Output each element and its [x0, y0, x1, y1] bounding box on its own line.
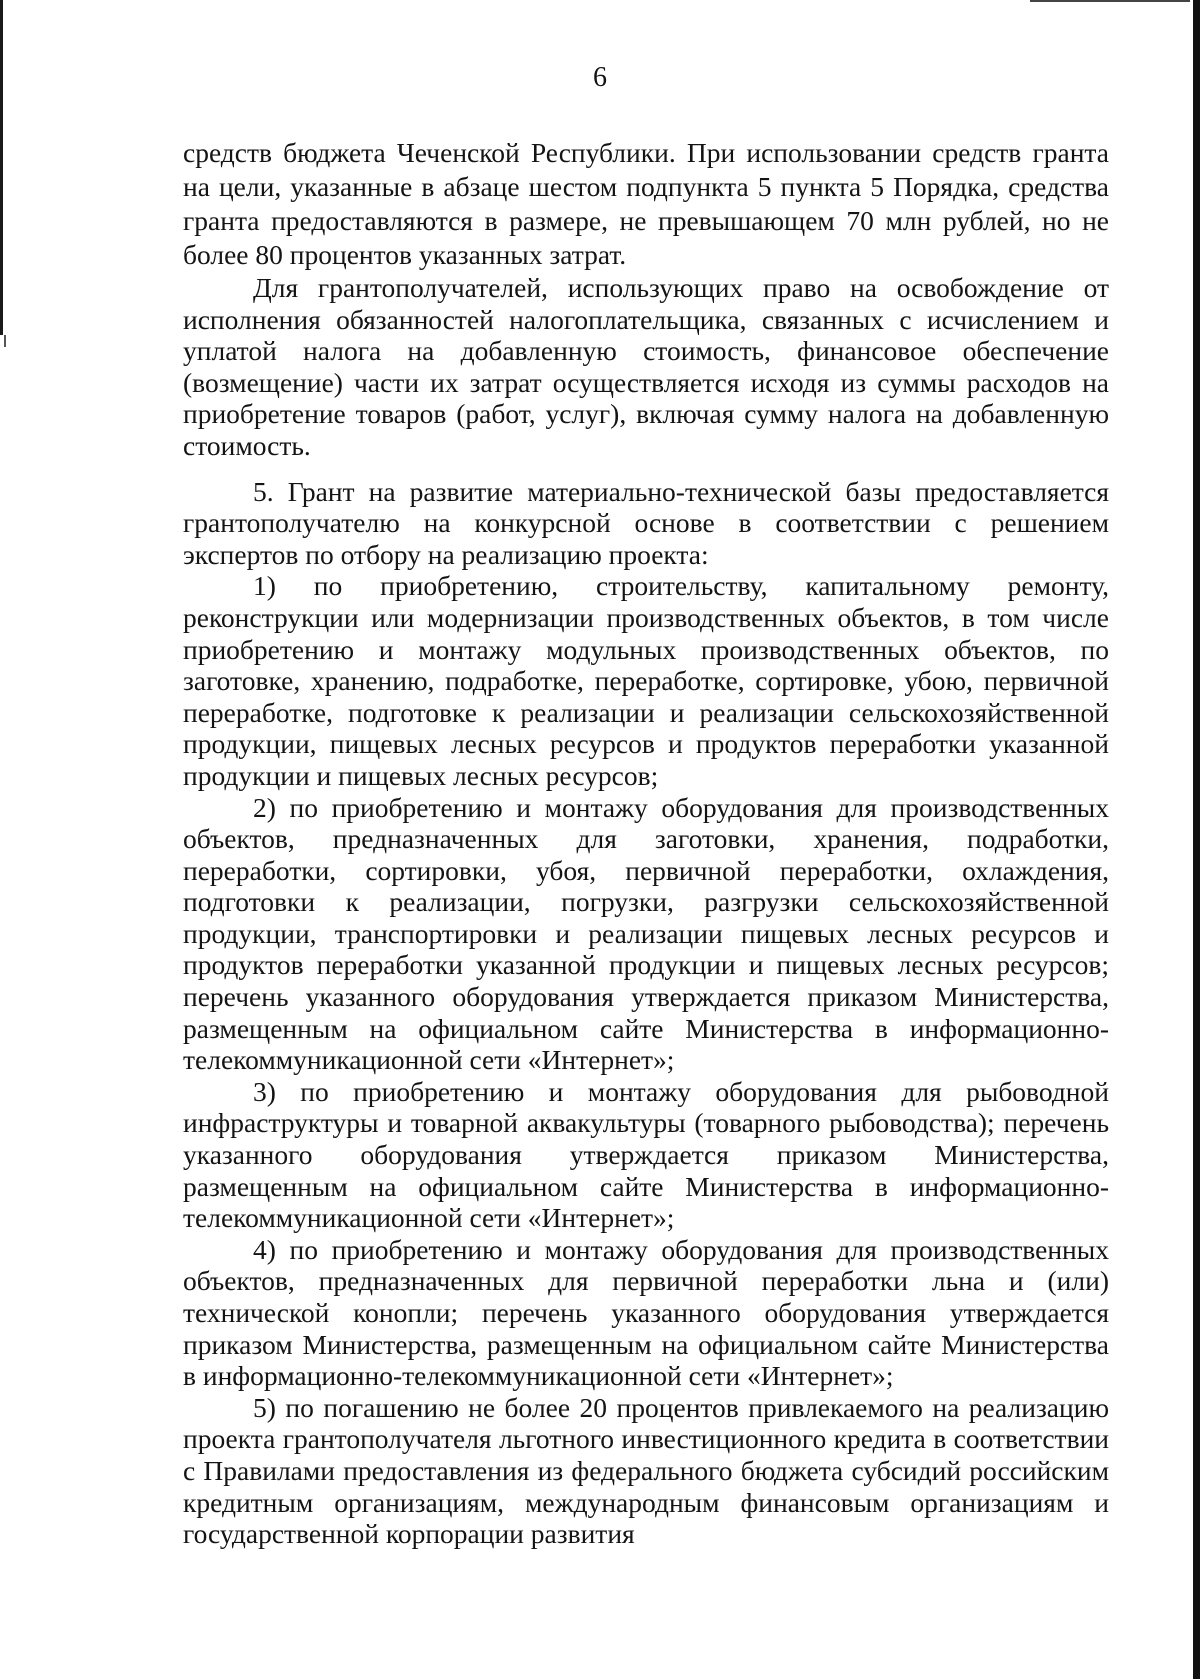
paragraph-vat-exemption: Для грантополучателей, использующих право на освобождение от исполнения обязанностей налогоплательщика, связанных с исчислением и уплатой налога на добавленную стоимость, финансовое обеспечение (возмещение) части их затрат осуществляется исходя из суммы расходов на приобретение товаров (работ, услуг), включая сумму налога на добавленную стоимость. — [183, 272, 1109, 461]
list-item-2: 2) по приобретению и монтажу оборудования для производственных объектов, предназначенных для заготовки, хранения, подработки, переработки, сортировки, убоя, первичной переработки, охлаждения, подготовки к реализации, погрузки, разгрузки сельскохозяйственной продукции, транспортировки и реализации пищевых лесных ресурсов и продуктов переработки указанной продукции и пищевых лесных ресурсов; перечень указанного оборудования утверждается приказом Министерства, размещенным на официальном сайте Министерства в информационно-телекоммуникационной сети «Интернет»; — [183, 791, 1109, 1076]
paragraph-clause-5: 5. Грант на развитие материально-технической базы предоставляется грантополучателю на конкурсной основе в соответствии с решением экспертов по отбору на реализацию проекта: — [183, 475, 1109, 570]
list-item-3: 3) по приобретению и монтажу оборудования для рыбоводной инфраструктуры и товарной аквакультуры (товарного рыбоводства); перечень указанного оборудования утверждается приказом Министерства, размещенным на официальном сайте Министерства в информационно-телекоммуникационной сети «Интернет»; — [183, 1075, 1109, 1234]
document-body — [183, 136, 1109, 1550]
list-item-1: 1) по приобретению, строительству, капитальному ремонту, реконструкции или модернизации производственных объектов, в том числе приобретению и монтажу модульных производственных объектов, по заготовке, хранению, подработке, переработке, сортировке, убою, первичной переработке, подготовке к реализации и реализации сельскохозяйственной продукции, пищевых лесных ресурсов и продуктов переработки указанной продукции и пищевых лесных ресурсов; — [183, 570, 1109, 791]
scan-border-left — [0, 0, 3, 335]
list-item-5: 5) по погашению не более 20 процентов привлекаемого на реализацию проекта грантополучателя льготного инвестиционного кредита в соответствии с Правилами предоставления из федерального бюджета субсидий российским кредитным организациям, международным финансовым организациям и государственной корпорации развития — [183, 1391, 1109, 1550]
list-item-4: 4) по приобретению и монтажу оборудования для производственных объектов, предназначенных для первичной переработки льна и (или) технической конопли; перечень указанного оборудования утверждается приказом Министерства, размещенным на официальном сайте Министерства в информационно-телекоммуникационной сети «Интернет»; — [183, 1233, 1109, 1392]
scan-border-top — [1030, 0, 1190, 2]
paragraph-grant-funds-continuation: средств бюджета Чеченской Республики. При использовании средств гранта на цели, указанные в абзаце шестом подпункта 5 пункта 5 Порядка, средства гранта предоставляются в размере, не превышающем 70 млн рублей, но не более 80 процентов указанных затрат. — [183, 137, 1109, 270]
scan-border-right — [1193, 0, 1200, 1679]
scan-border-mark — [4, 335, 6, 347]
page-number: 6 — [593, 62, 607, 93]
